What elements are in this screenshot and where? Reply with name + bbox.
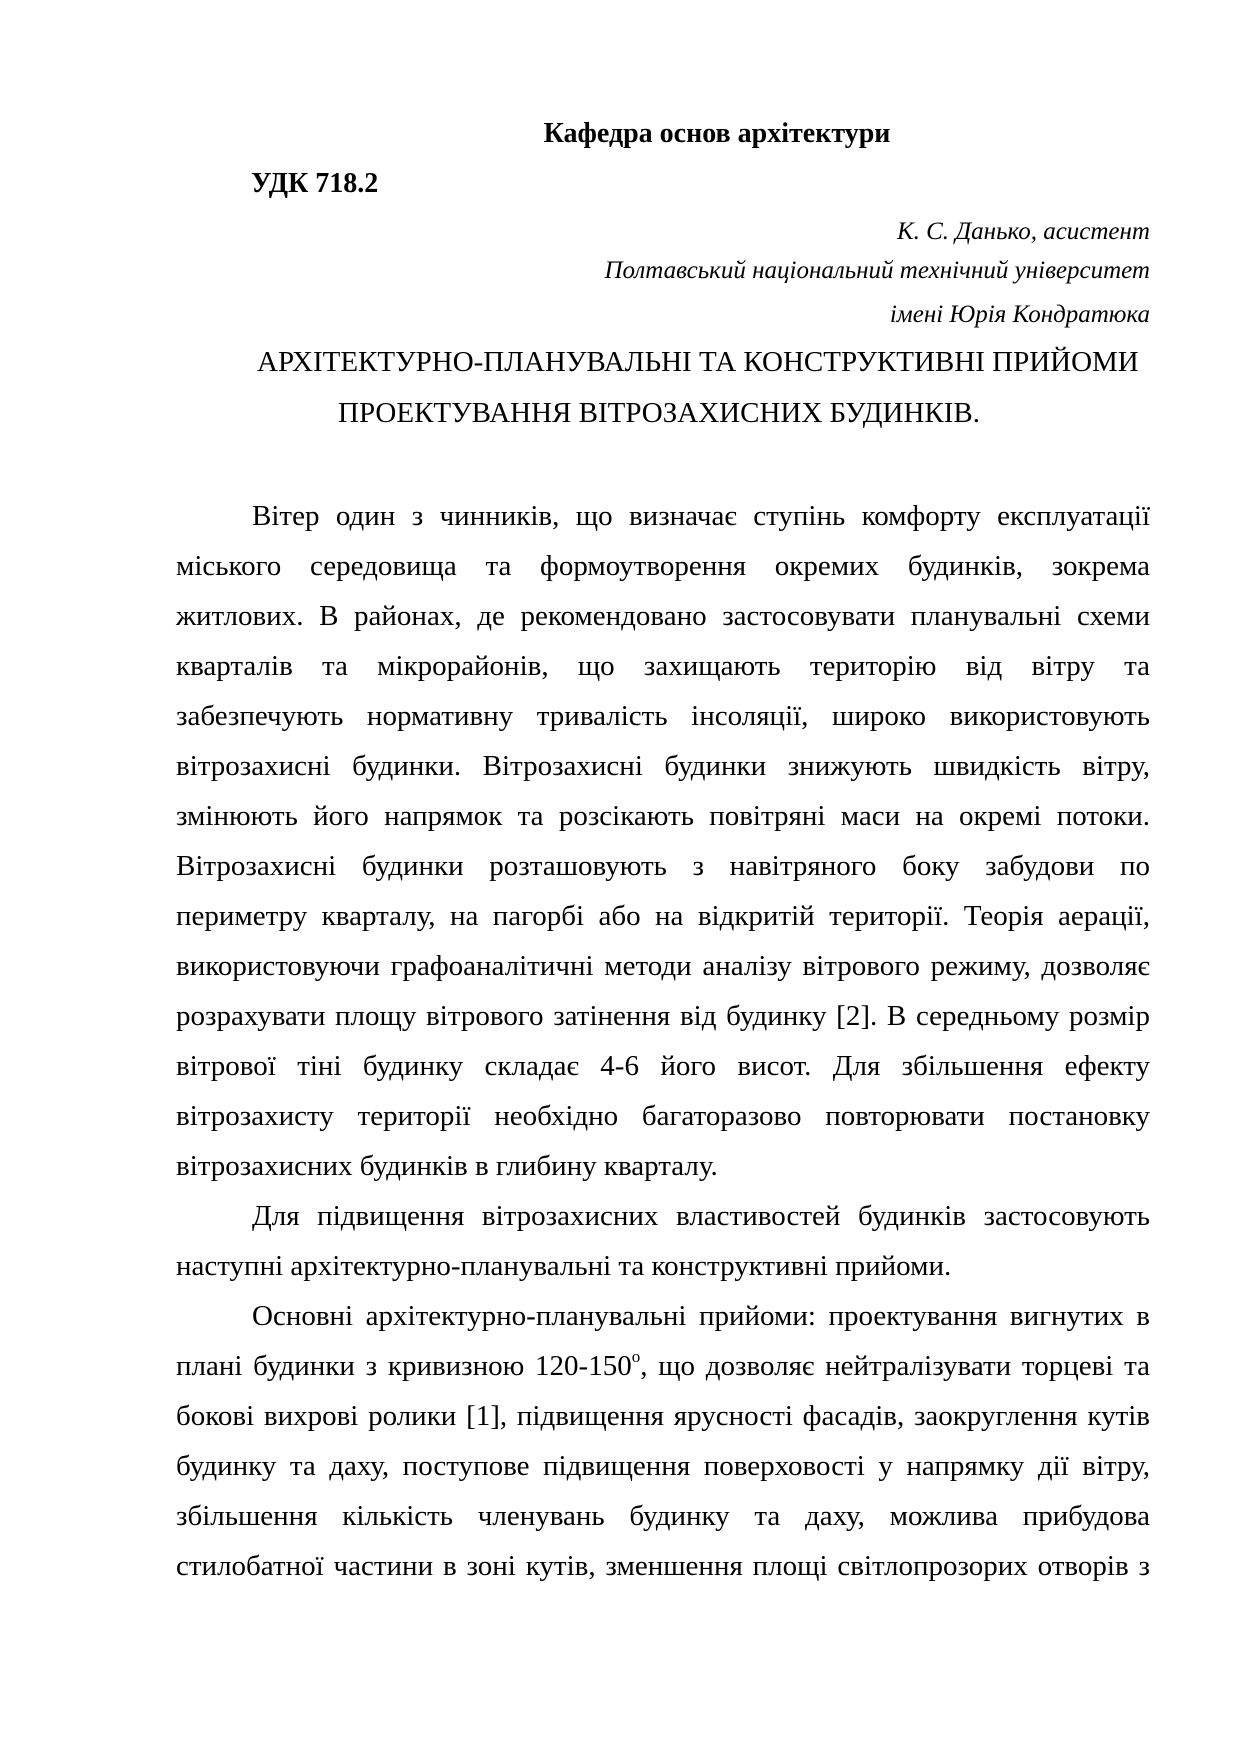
paragraph-line: Основні архітектурно-планувальні прийоми: проектування вигнутих в xyxy=(252,1300,1150,1332)
paragraph-line: житлових. В районах, де рекомендовано застосовувати планувальні схеми xyxy=(176,600,1150,632)
paragraph-line: периметру кварталу, на пагорбі або на відкритій території. Теорія аерації, xyxy=(176,900,1150,932)
paragraph-line: кварталів та мікрорайонів, що захищають територію від вітру та xyxy=(176,650,1150,682)
paragraph-line: використовуючи графоаналітичні методи аналізу вітрового режиму, дозволяє xyxy=(176,950,1150,982)
author-name: К. С. Данько, асистент xyxy=(896,218,1150,245)
affiliation-line-2: імені Юрія Кондратюка xyxy=(889,301,1150,328)
paragraph-line: Вітрозахисні будинки розташовують з навітряного боку забудови по xyxy=(176,850,1150,882)
line-segment: , що дозволяє нейтралізувати торцеві та xyxy=(640,1350,1150,1382)
article-title-line-2: ПРОЕКТУВАННЯ ВІТРОЗАХИСНИХ БУДИНКІВ. xyxy=(338,397,981,429)
article-body xyxy=(176,491,1150,1591)
paragraph-line: будинку та даху, поступове підвищення поверховості у напрямку дії вітру, xyxy=(176,1450,1150,1482)
paragraph-line: вітрозахисту території необхідно багаторазово повторювати постановку xyxy=(176,1100,1150,1132)
paragraph-line: вітрозахисні будинки. Вітрозахисні будинки знижують швидкість вітру, xyxy=(176,750,1150,782)
article-title-line-1: АРХІТЕКТУРНО-ПЛАНУВАЛЬНІ ТА КОНСТРУКТИВНІ ПРИЙОМИ xyxy=(257,346,1139,378)
paragraph-line: розрахувати площу вітрового затінення від будинку [2]. В середньому розмір xyxy=(176,1000,1150,1032)
paragraph-line: збільшення кількість членувань будинку та даху, можлива прибудова xyxy=(176,1500,1150,1532)
line-segment: плані будинки з кривизною 120-150 xyxy=(176,1350,632,1382)
affiliation-line-1: Полтавський національний технічний університет xyxy=(604,257,1150,284)
paragraph-line: Для підвищення вітрозахисних властивостей будинків застосовують xyxy=(252,1200,1150,1232)
paragraph-line: змінюють його напрямок та розсікають повітряні маси на окремі потоки. xyxy=(176,800,1150,832)
degree-superscript: o xyxy=(631,1347,641,1366)
paragraph-line: бокові вихрові ролики [1], підвищення ярусності фасадів, заокруглення кутів xyxy=(176,1400,1150,1432)
paragraph-line: вітрової тіні будинку складає 4-6 його висот. Для збільшення ефекту xyxy=(176,1050,1150,1082)
paragraph-line: забезпечують нормативну тривалість інсоляції, широко використовують xyxy=(176,700,1150,732)
paragraph-line: наступні архітектурно-планувальні та конструктивні прийоми. xyxy=(176,1250,952,1282)
paragraph-line: стилобатної частини в зоні кутів, зменшення площі світлопрозорих отворів з xyxy=(176,1550,1150,1582)
paragraph-line: вітрозахисних будинків в глибину кварталу. xyxy=(176,1150,718,1182)
paragraph-line xyxy=(176,1341,1150,1391)
paragraph-line: міського середовища та формоутворення окремих будинків, зокрема xyxy=(176,550,1150,582)
paragraph-line: Вітер один з чинників, що визначає ступінь комфорту експлуатації xyxy=(252,500,1150,532)
department-heading: Кафедра основ архітектури xyxy=(543,118,891,149)
udk-code: УДК 718.2 xyxy=(251,168,379,199)
